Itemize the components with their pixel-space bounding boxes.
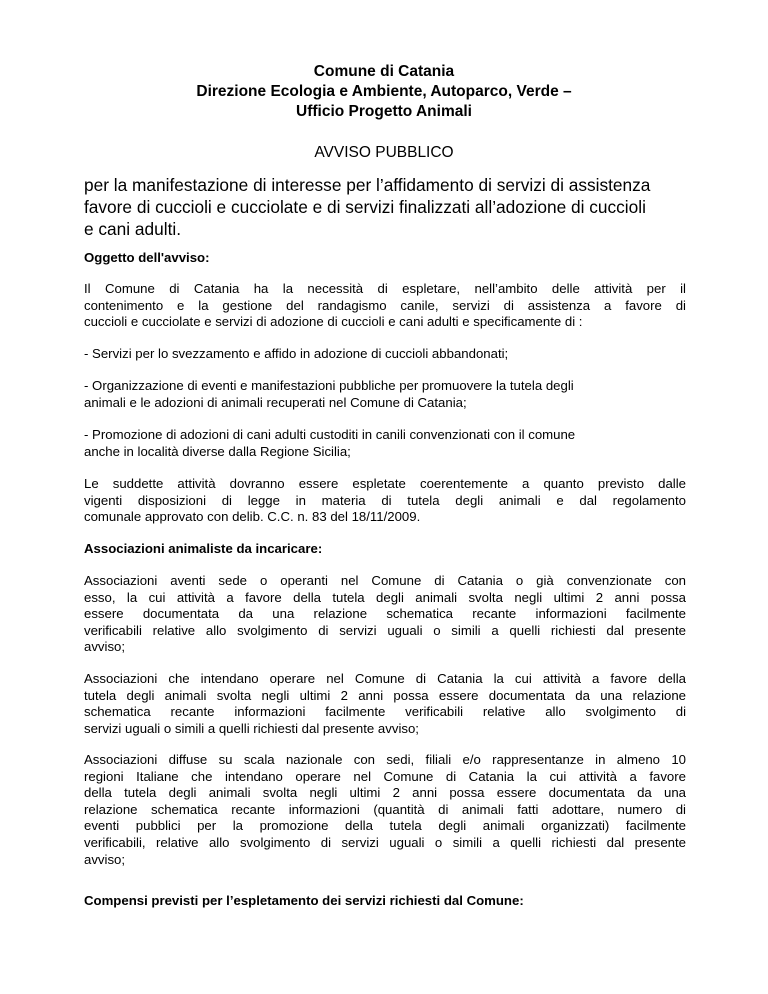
paragraph-line: vigenti disposizioni di legge in materia di tutela degli animali e dal regolamento: [84, 492, 686, 508]
header-office: Ufficio Progetto Animali: [296, 103, 472, 120]
paragraph-line: contenimento e la gestione del randagismo canile, servizi di assistenza a favore di: [84, 297, 686, 313]
paragraph-line: avviso;: [84, 639, 126, 655]
oggetto-item-svezzamento: [84, 346, 686, 363]
section-heading-oggetto: Oggetto dell'avviso:: [84, 250, 210, 265]
list-item: - Servizi per lo svezzamento e affido in adozione di cuccioli abbandonati;: [84, 346, 509, 361]
list-item-line: - Promozione di adozioni di cani adulti custoditi in canili convenzionati con il comune: [84, 427, 576, 442]
document-header: [0, 62, 768, 122]
paragraph-line: servizi uguali o simili a quelli richiesti dal presente avviso;: [84, 720, 419, 736]
paragraph-line: essere documentata da una relazione schematica recante informazioni facilmente: [84, 606, 686, 622]
paragraph-line: Associazioni diffuse su scala nazionale con sedi, filiali e/o rappresentanze in almeno 10: [84, 752, 686, 767]
associazioni-paragraph-nuove: [84, 671, 686, 737]
paragraph-line: comunale approvato con delib. C.C. n. 83 del 18/11/2009.: [84, 509, 421, 525]
paragraph-line: Le suddette attività dovranno essere espletate coerentemente a quanto previsto dalle: [84, 476, 686, 491]
header-municipality: Comune di Catania: [313, 63, 455, 80]
paragraph-line: della tutela degli animali svolta negli ultimi 2 anni possa essere documentata da una: [84, 785, 686, 801]
associazioni-paragraph-nazionali: [84, 752, 686, 868]
paragraph-line: verificabili relative allo svolgimento di servizi uguali o simili a quelli richiesti dal presente: [84, 622, 686, 638]
paragraph-line: Associazioni aventi sede o operanti nel Comune di Catania o già convenzionate con: [84, 573, 686, 588]
paragraph-line: Associazioni che intendano operare nel Comune di Catania la cui attività a favore della: [84, 671, 686, 686]
list-item-line: - Organizzazione di eventi e manifestazioni pubbliche per promuovere la tutela degli: [84, 378, 574, 393]
subtitle-line: favore di cuccioli e cucciolate e di servizi finalizzati all’adozione di cuccioli: [84, 197, 646, 217]
paragraph-line: schematica recante informazioni facilmente verificabili relative allo svolgimento di: [84, 704, 686, 720]
paragraph-line: eventi pubblici per la promozione della tutela degli animali organizzati) facilmente: [84, 818, 686, 834]
oggetto-item-eventi: [84, 378, 686, 411]
paragraph-line: tutela degli animali svolta negli ultimi 2 anni possa essere documentata da una relazione: [84, 687, 686, 703]
paragraph-line: avviso;: [84, 851, 126, 867]
paragraph-line: regioni Italiane che intendano operare nel Comune di Catania la cui attività a favore: [84, 768, 686, 784]
header-department: Direzione Ecologia e Ambiente, Autoparco, Verde –: [196, 83, 572, 100]
paragraph-line: verificabili, relative allo svolgimento di servizi uguali o simili a quelli richiesti dal presente: [84, 834, 686, 850]
list-item-line: animali e le adozioni di animali recuperati nel Comune di Catania;: [84, 394, 467, 410]
paragraph-line: esso, la cui attività a favore della tutela degli animali svolta negli ultimi 2 anni possa: [84, 589, 686, 605]
section-heading-associazioni: Associazioni animaliste da incaricare:: [84, 541, 323, 556]
subtitle-line: e cani adulti.: [84, 219, 182, 239]
associazioni-paragraph-locali: [84, 573, 686, 656]
oggetto-intro-paragraph: [84, 281, 686, 331]
section-heading-compensi: Compensi previsti per l’espletamento dei servizi richiesti dal Comune:: [84, 893, 524, 908]
subtitle-line: per la manifestazione di interesse per l’affidamento di servizi di assistenza: [84, 175, 651, 195]
document-subtitle: [84, 174, 724, 240]
oggetto-closing-paragraph: [84, 476, 686, 526]
paragraph-line: relazione schematica recante informazioni (quantità di animali fatti adottare, numero di: [84, 801, 686, 817]
document-title: AVVISO PUBBLICO: [314, 144, 454, 161]
list-item-line: anche in località diverse dalla Regione Sicilia;: [84, 443, 351, 459]
oggetto-item-adozioni: [84, 427, 686, 460]
paragraph-line: Il Comune di Catania ha la necessità di espletare, nell’ambito delle attività per il: [84, 281, 686, 296]
paragraph-line: cuccioli e cucciolate e servizi di adozione di cuccioli e cani adulti e specificamente di :: [84, 314, 583, 330]
